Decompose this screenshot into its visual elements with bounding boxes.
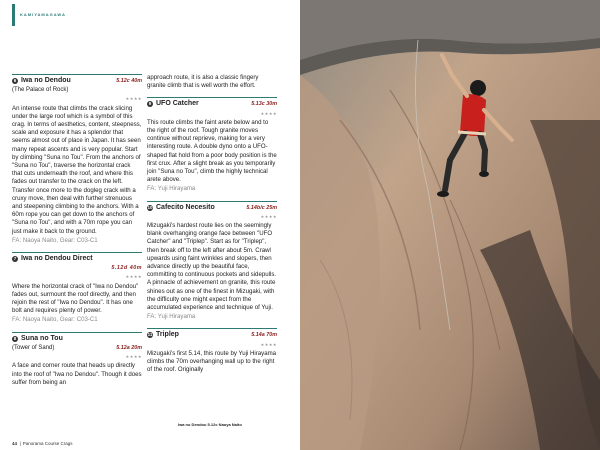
route-number-badge: 7 [13, 256, 17, 262]
page-footer: 44 | Panorama Course Crags [12, 441, 73, 446]
climbing-photo [300, 0, 600, 450]
route-entry [147, 328, 277, 374]
left-column [12, 74, 142, 394]
route-description: Mizugaki's hardest route lies on the seemingly blank overhanging orange face between "UFO Catcher" and "Triplep". Start as for "Triplep", then break off to the left after about 5m. Crawl upwards using faint wrinkles and slopers, then advance directly up the beautiful face, committing to continuous pockets and sidepulls. A pinnacle of achievement on granite, this route shines out as one of the finest in Mizugaki, with the difficulty one might expect from the accumulated experience and technique of Yuji. [147, 222, 277, 312]
route-entry [12, 332, 142, 387]
route-name: Iwa no Dendou [21, 77, 71, 84]
header-accent-bar [12, 4, 15, 26]
route-description: An intense route that climbs the crack slicing under the large roof which is a symbol of this crag. In terms of aesthetics, content, steepness, scale and exposure it has a splendor that seems almost out of place in Japan. It has seen many repeat ascents and is very popular. Start by climbing "Suna no Tou". From the anchors of "Suna no Tou", traverse the horizontal crack that cuts underneath the roof, and where this fades out transfer to the crack on the left. Transfer once more to the dogleg crack with a cruxy move, then deal with further strenuous and steepening climbing to the anchors. With a 60m rope you can get down to the anchors of "Suna no Tou", and with a 70m rope you can just make it back to the ground. [12, 104, 142, 235]
right-column [147, 74, 277, 382]
route-name: UFO Catcher [156, 100, 199, 108]
page-number: 44 [12, 441, 18, 446]
first-ascent: FA: Naoya Naito, Gear: C03-C1 [12, 316, 98, 324]
route-number-badge: 10 [147, 204, 153, 210]
route-description: This route climbs the faint arete below and to the right of the roof. Tough granite moves continue without reprieve, making for a very interesting route. A double dyno onto a UFO-shaped flat hold from a poor body position is the first crux. After a slight break as you temporarily join "Suna no Tou", climb the highly technical arete above. [147, 118, 277, 184]
star-rating: ★★★★ [125, 96, 142, 102]
climber-on-rock-wall-image [300, 0, 600, 450]
route-subtitle: (Tower of Sand) [12, 344, 55, 351]
first-ascent: FA: Yuji Hirayama [147, 313, 196, 321]
route-grade: 5.12d 40m [111, 265, 142, 272]
route-name: Cafecito Necesito [156, 203, 215, 211]
photo-caption: Iwa no Dendou 5.12c Naoya Naito [178, 422, 242, 427]
star-rating: ★★★★ [125, 354, 142, 360]
route-grade: 5.13c 30m [251, 101, 277, 108]
section-title: Panorama Course Crags [22, 441, 73, 446]
route-grade: 5.14b/c 25m [246, 204, 277, 211]
route-subtitle: (The Palace of Rock) [12, 87, 69, 94]
route-number-badge: 8 [13, 335, 17, 341]
route-grade: 5.12a 20m [116, 344, 142, 351]
star-rating: ★★★★ [125, 274, 142, 280]
route-number-badge: 9 [148, 101, 152, 107]
route-name: Suna no Tou [21, 334, 63, 342]
route-grade: 5.14a 70m [251, 332, 277, 339]
running-head: KAMIYAMAGAWA [20, 12, 66, 17]
route-entry [12, 74, 142, 245]
route-number-badge: 6 [13, 78, 17, 83]
continued-text: approach route, it is also a classic fingery granite climb that is well worth the effort. [147, 74, 259, 90]
route-description: A face and corner route that heads up directly into the roof of "Iwa no Dendou". Though it does suffer from being an [12, 362, 142, 386]
route-description: Mizugaki's first 5.14, this route by Yuji Hirayama climbs the 70m overhanging wall up to the right of the roof. Originally [147, 349, 277, 374]
route-entry [12, 252, 142, 325]
route-entry [147, 201, 277, 322]
star-rating: ★★★★ [260, 110, 277, 116]
first-ascent: FA: Naoya Naito, Gear: C03-C1 [12, 236, 98, 244]
route-name: Triplep [156, 331, 179, 339]
route-grade: 5.12c 40m [116, 78, 142, 84]
route-number-badge: 11 [147, 332, 153, 338]
route-description: Where the horizontal crack of "Iwa no Dendou" fades out, surmount the roof directly, and then rejoin the rest of "Iwa no Dendou". It has one bolt and requires plenty of power. [12, 282, 139, 315]
star-rating: ★★★★ [260, 341, 277, 347]
first-ascent: FA: Yuji Hirayama [147, 185, 196, 193]
star-rating: ★★★★ [260, 213, 277, 219]
route-name: Iwa no Dendou Direct [21, 255, 93, 263]
route-entry [147, 97, 277, 193]
